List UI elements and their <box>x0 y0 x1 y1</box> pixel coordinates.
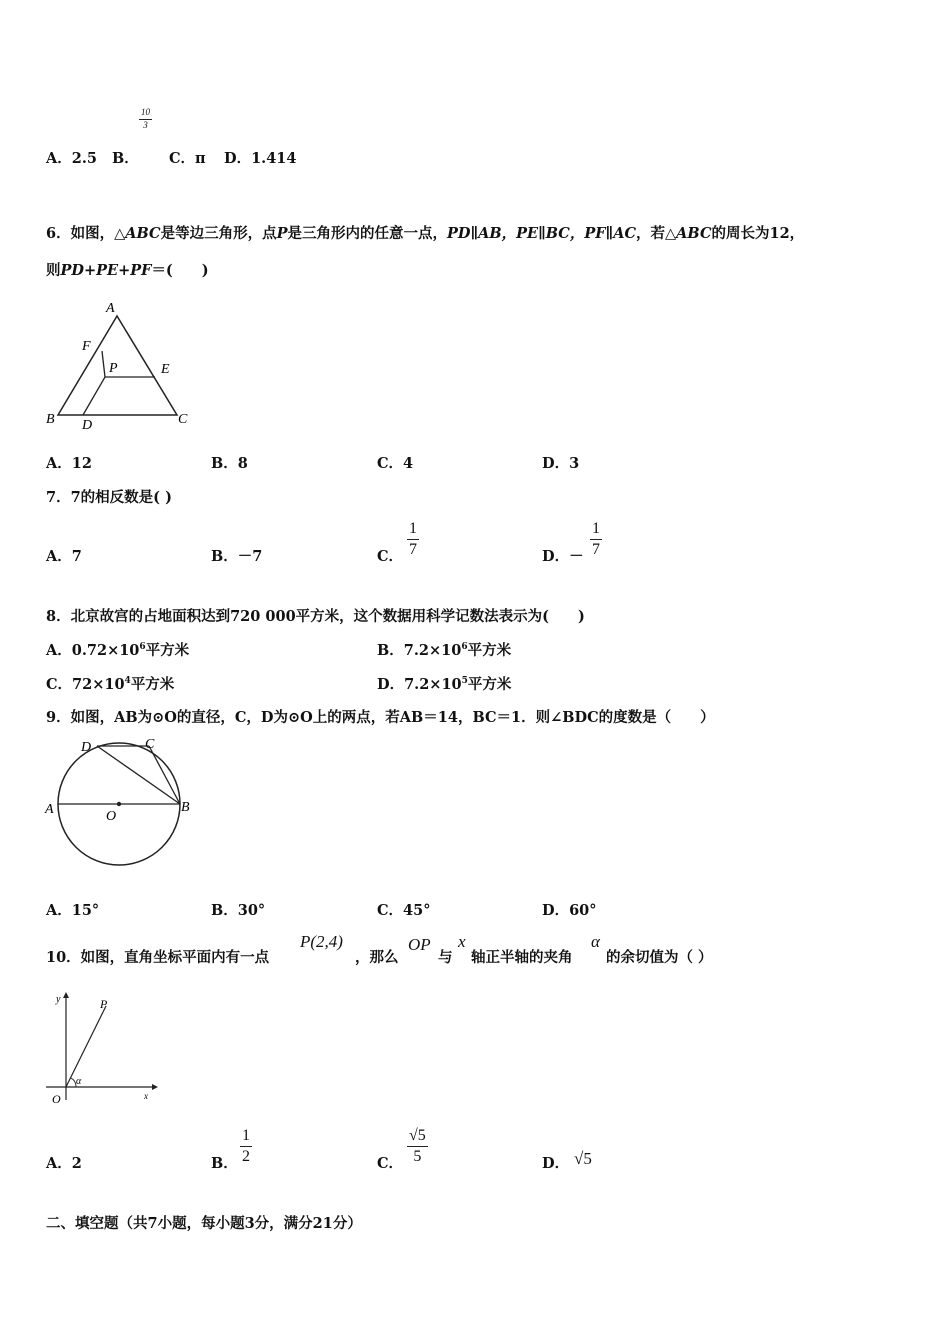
q6-text: 是三角形内的任意一点， <box>287 225 447 242</box>
q10-label-o: O <box>52 1092 61 1106</box>
q8-d-exp: 5 <box>461 676 468 687</box>
q8-a-unit: 平方米 <box>145 642 190 659</box>
q6-text: ，若△ <box>636 225 677 242</box>
section2-title: 二、填空题（共7小题，每小题3分，满分21分） <box>46 1215 362 1232</box>
q7-option-c[interactable]: C． <box>377 548 404 565</box>
q9-label-o: O <box>106 809 117 824</box>
q10-option-c[interactable]: C． <box>377 1155 404 1172</box>
q10-label-y: y <box>56 994 61 1005</box>
q10-stem-suffix: 的余切值为（ ） <box>606 949 713 966</box>
q10-axes-figure <box>44 990 164 1110</box>
q8-c-unit: 平方米 <box>130 676 175 693</box>
q6-p: P <box>276 225 288 242</box>
q8-b-base: B．7.2×10 <box>377 642 462 659</box>
q5-fraction-ten-thirds <box>139 108 152 131</box>
q6-text: ＝( ) <box>151 262 209 279</box>
q10-label-p: P <box>100 997 108 1011</box>
q6-abc: ABC <box>676 225 712 242</box>
q10-stem-prefix: 10．如图，直角坐标平面内有一点 <box>46 949 270 966</box>
q9-label-a: A <box>45 802 54 817</box>
q10-option-a[interactable]: A．2 <box>46 1155 82 1172</box>
q10-label-alpha: α <box>76 1076 82 1087</box>
q5-option-c[interactable]: C．π <box>169 150 206 167</box>
q8-stem: 8．北京故宫的占地面积达到720 000平方米，这个数据用科学记数法表示为( ) <box>46 608 585 625</box>
q5-option-d[interactable]: D．1.414 <box>224 150 297 167</box>
q8-option-a[interactable] <box>46 639 189 660</box>
q7-fraction-d <box>590 520 602 558</box>
q10-frac-b-den: 2 <box>242 1147 250 1165</box>
q10-stem-mid2: 与 <box>438 949 453 966</box>
q6-label-a: A <box>106 301 115 316</box>
q7-fraction-c <box>407 520 419 558</box>
q6-label-d: D <box>82 418 93 433</box>
q8-c-base: C．72×10 <box>46 676 125 693</box>
q8-d-base: D．7.2×10 <box>377 676 462 693</box>
q8-b-exp: 6 <box>461 642 468 653</box>
q10-frac-c-num: √5 <box>407 1127 428 1147</box>
q10-fraction-c <box>407 1127 428 1165</box>
q7-option-a[interactable]: A．7 <box>46 548 82 565</box>
q8-a-base: A．0.72×10 <box>46 642 140 659</box>
q8-option-c[interactable] <box>46 673 174 694</box>
q10-sqrt-d: √5 <box>574 1149 592 1168</box>
q6-option-d[interactable]: D．3 <box>542 455 580 472</box>
q6-label-e: E <box>161 362 170 377</box>
q6-stem-line1 <box>46 222 804 243</box>
q6-stem-line2 <box>46 259 209 280</box>
q10-frac-c-den: 5 <box>413 1147 422 1165</box>
q9-label-c: C <box>145 737 155 752</box>
q7-stem: 7．7的相反数是( ) <box>46 489 172 506</box>
q7-frac-d-num: 1 <box>590 520 602 540</box>
q9-option-d[interactable]: D．60° <box>542 902 597 919</box>
q10-frac-b-num: 1 <box>240 1127 252 1147</box>
q8-option-d[interactable] <box>377 673 511 694</box>
q5-option-b[interactable]: B． <box>112 150 139 167</box>
q7-option-d[interactable]: D．－ <box>542 548 584 565</box>
q10-label-x: x <box>144 1091 148 1101</box>
q10-op: OP <box>408 935 431 954</box>
q10-stem-mid3: 轴正半轴的夹角 <box>471 949 573 966</box>
q6-text: 6．如图，△ <box>46 225 126 242</box>
q10-stem-mid1: ，那么 <box>355 949 399 966</box>
q9-label-d: D <box>81 740 92 755</box>
q9-option-b[interactable]: B．30° <box>211 902 266 919</box>
q6-triangle-figure <box>44 298 204 438</box>
q6-abc: ABC <box>125 225 161 242</box>
q10-option-d[interactable]: D． <box>542 1155 570 1172</box>
q7-frac-c-num: 1 <box>407 520 419 540</box>
q6-text: 是等边三角形，点 <box>160 225 277 242</box>
q7-frac-c-den: 7 <box>409 540 417 558</box>
q6-label-c: C <box>178 412 188 427</box>
q10-point: P(2,4) <box>300 932 343 951</box>
q8-d-unit: 平方米 <box>467 676 512 693</box>
q8-b-unit: 平方米 <box>467 642 512 659</box>
q5-frac-den: 3 <box>143 119 148 130</box>
q9-stem: 9．如图，AB为⊙O的直径，C，D为⊙O上的两点，若AB＝14，BC＝1．则∠BDC的度数是（ ） <box>46 709 715 726</box>
q9-circle-figure <box>44 734 204 874</box>
q8-a-exp: 6 <box>139 642 146 653</box>
q9-label-b: B <box>181 800 190 815</box>
q8-c-exp: 4 <box>124 676 131 687</box>
q5-frac-num: 10 <box>139 108 152 120</box>
q9-option-c[interactable]: C．45° <box>377 902 431 919</box>
q9-option-a[interactable]: A．15° <box>46 902 100 919</box>
q7-option-b[interactable]: B．－7 <box>211 548 263 565</box>
q6-label-f: F <box>82 339 91 354</box>
q5-option-a[interactable]: A．2.5 <box>46 150 97 167</box>
q10-option-b[interactable]: B． <box>211 1155 238 1172</box>
q10-fraction-b <box>240 1127 252 1165</box>
q6-sum: PD+PE+PF <box>60 262 152 279</box>
q7-frac-d-den: 7 <box>592 540 600 558</box>
q6-text: 的周长为12， <box>711 225 805 242</box>
q6-parallel: PD∥AB，PE∥BC，PF∥AC <box>446 225 637 242</box>
q10-x: x <box>458 932 466 951</box>
q10-alpha: α <box>591 932 600 951</box>
q8-option-b[interactable] <box>377 639 511 660</box>
q6-option-b[interactable]: B．8 <box>211 455 248 472</box>
q6-label-p: P <box>109 361 118 376</box>
q6-option-c[interactable]: C．4 <box>377 455 414 472</box>
q6-text: 则 <box>46 262 61 279</box>
q6-option-a[interactable]: A．12 <box>46 455 92 472</box>
q6-label-b: B <box>46 412 55 427</box>
